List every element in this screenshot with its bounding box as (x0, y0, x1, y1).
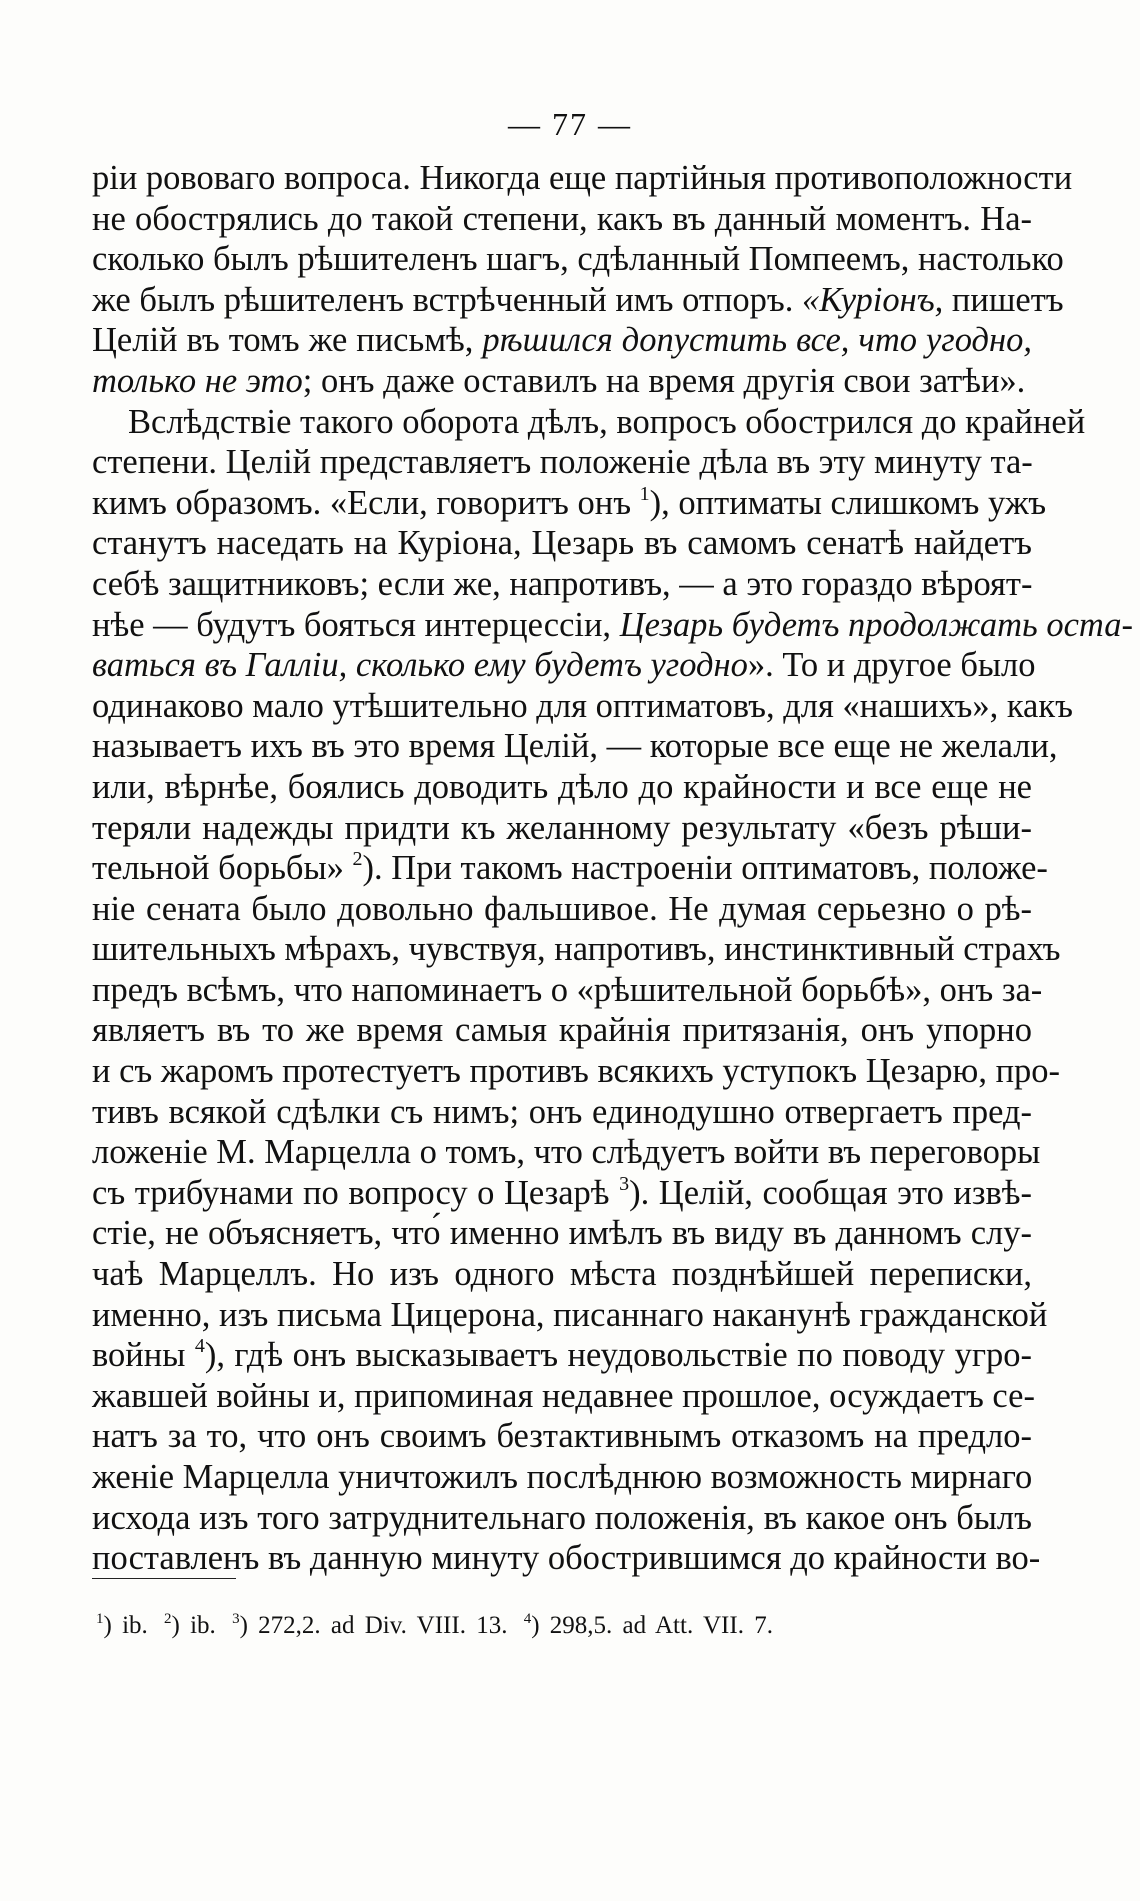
text-line (92, 605, 1133, 646)
italic-quote: ваться въ Галліи, сколько ему будетъ угодно (92, 646, 748, 685)
text-line: предъ всѣмъ, что напоминаетъ о «рѣшительной борьбѣ», онъ за- (92, 970, 1043, 1009)
text-line: ніе сената было довольно фальшивое. Не думая серьезно о рѣ- (92, 889, 1032, 928)
footnote-mark: 4 (523, 1611, 532, 1627)
italic-quote: рѣшился допустить все, что угодно, (482, 321, 1032, 360)
text-line: теряли надежды придти къ желанному результату «безъ рѣши- (92, 808, 1032, 847)
text-line: и съ жаромъ протестуетъ противъ всякихъ уступокъ Цезарю, про- (92, 1052, 1061, 1091)
text-fragment: кимъ образомъ. «Если, говоритъ онъ (92, 483, 632, 522)
text-line (92, 280, 1064, 321)
footnote (524, 1612, 773, 1639)
text-line: натъ за то, что онъ своимъ безтактивнымъ отказомъ на предло- (92, 1417, 1032, 1456)
text-line: не обострялись до такой степени, какъ въ данный моментъ. На- (92, 199, 1032, 238)
footnote (232, 1612, 507, 1639)
page-number: — 77 — (508, 106, 632, 142)
text-line (92, 1335, 1032, 1376)
footnote-ref: 3 (619, 1172, 630, 1195)
footnote-mark: 2 (164, 1611, 172, 1627)
footnote-ref: 2 (352, 848, 363, 871)
footnote (96, 1612, 148, 1639)
body-text (92, 158, 1133, 1579)
italic-quote: только не это (92, 361, 303, 400)
text-line (92, 361, 1032, 402)
text-fragment: же былъ рѣшителенъ встрѣченный имъ отпоръ. (92, 280, 794, 319)
italic-quote: «Куріонъ, (802, 280, 944, 319)
text-line: или, вѣрнѣе, боялись доводить дѣло до крайности и все еще не (92, 767, 1032, 806)
text-fragment: тельной борьбы» (92, 849, 344, 888)
text-line: тивъ всякой сдѣлки съ нимъ; онъ единодушно отвергаетъ пред- (92, 1092, 1032, 1131)
text-line: стіе, не объясняетъ, что́ именно имѣлъ въ виду въ данномъ слу- (92, 1214, 1032, 1253)
text-fragment: Целій въ томъ же письмѣ, (92, 321, 474, 360)
text-line: шительныхъ мѣрахъ, чувствуя, напротивъ, инстинктивный страхъ (92, 930, 1061, 969)
footnote-mark: 3 (232, 1611, 240, 1627)
footnote (164, 1612, 216, 1639)
footnote-text: ) 272,2. ad Div. VIII. 13. (239, 1612, 508, 1639)
text-line: являетъ въ то же время самыя крайнія притязанія, онъ упорно (92, 1011, 1032, 1050)
italic-quote: Цезарь будетъ продолжать оста- (619, 605, 1133, 644)
text-line: исхода изъ того затруднительнаго положенія, въ какое онъ былъ (92, 1498, 1032, 1537)
text-fragment: войны (92, 1336, 186, 1375)
text-line: сколько былъ рѣшителенъ шагъ, сдѣланный Помпеемъ, настолько (92, 240, 1064, 279)
text-line: себѣ защитниковъ; если же, напротивъ, — а это гораздо вѣроят- (92, 564, 1033, 603)
text-line: степени. Целій представляетъ положеніе дѣла въ эту минуту та- (92, 443, 1033, 482)
text-line (92, 848, 1048, 889)
text-fragment: ; онъ даже оставилъ на время другія свои затѣи». (302, 361, 1026, 400)
text-line: именно, изъ письма Цицерона, писаннаго наканунѣ гражданской (92, 1295, 1048, 1334)
footnote-text: ) 298,5. ad Att. VII. 7. (531, 1612, 773, 1639)
text-fragment: ). Целій, сообщая это извѣ- (629, 1173, 1032, 1212)
text-line (92, 482, 1047, 524)
text-fragment: ). При такомъ настроеніи оптиматовъ, положе- (362, 849, 1048, 888)
text-line: Вслѣдствіе такого оборота дѣлъ, вопросъ обострился до крайней (128, 402, 1086, 441)
footnotes (96, 1612, 779, 1640)
text-line: одинаково мало утѣшительно для оптиматовъ, для «нашихъ», какъ (92, 686, 1073, 725)
text-line (92, 320, 1032, 361)
footnote-ref: 4 (194, 1335, 205, 1358)
text-fragment: ». То и другое было (747, 646, 1036, 685)
text-line: называетъ ихъ въ это время Целій, — которые все еще не желали, (92, 727, 1058, 766)
footnote-text: ) ib. (171, 1612, 216, 1639)
text-line: жавшей войны и, припоминая недавнее прошлое, осуждаетъ се- (92, 1376, 1035, 1415)
text-line (92, 645, 1036, 686)
text-line: поставленъ въ данную минуту обострившимся до крайности во- (92, 1539, 1041, 1578)
footnote-ref: 1 (639, 482, 650, 505)
text-fragment: ), оптиматы слишкомъ ужъ (649, 483, 1047, 522)
footnote-text: ) ib. (103, 1612, 148, 1639)
text-fragment: пишетъ (951, 280, 1064, 319)
text-line (92, 1173, 1032, 1214)
text-fragment: съ трибунами по вопросу о Цезарѣ (92, 1173, 610, 1212)
text-fragment: нѣе — будутъ бояться интерцессіи, (92, 605, 612, 644)
footnote-mark: 1 (96, 1611, 104, 1627)
text-line: станутъ наседать на Куріона, Цезарь въ самомъ сенатѣ найдетъ (92, 524, 1032, 563)
text-fragment: ), гдѣ онъ высказываетъ неудовольствіе по поводу угро- (204, 1336, 1032, 1375)
text-line: ложеніе М. Марцелла о томъ, что слѣдуетъ войти въ переговоры (92, 1133, 1041, 1172)
text-line: ріи рововаго вопроса. Никогда еще партійныя противоположности (92, 159, 1073, 197)
text-line: чаѣ Марцеллъ. Но изъ одного мѣста позднѣйшей переписки, (92, 1255, 1032, 1294)
text-line: женіе Марцелла уничтожилъ послѣднюю возможность мирнаго (92, 1458, 1033, 1496)
footnote-divider (92, 1578, 236, 1579)
